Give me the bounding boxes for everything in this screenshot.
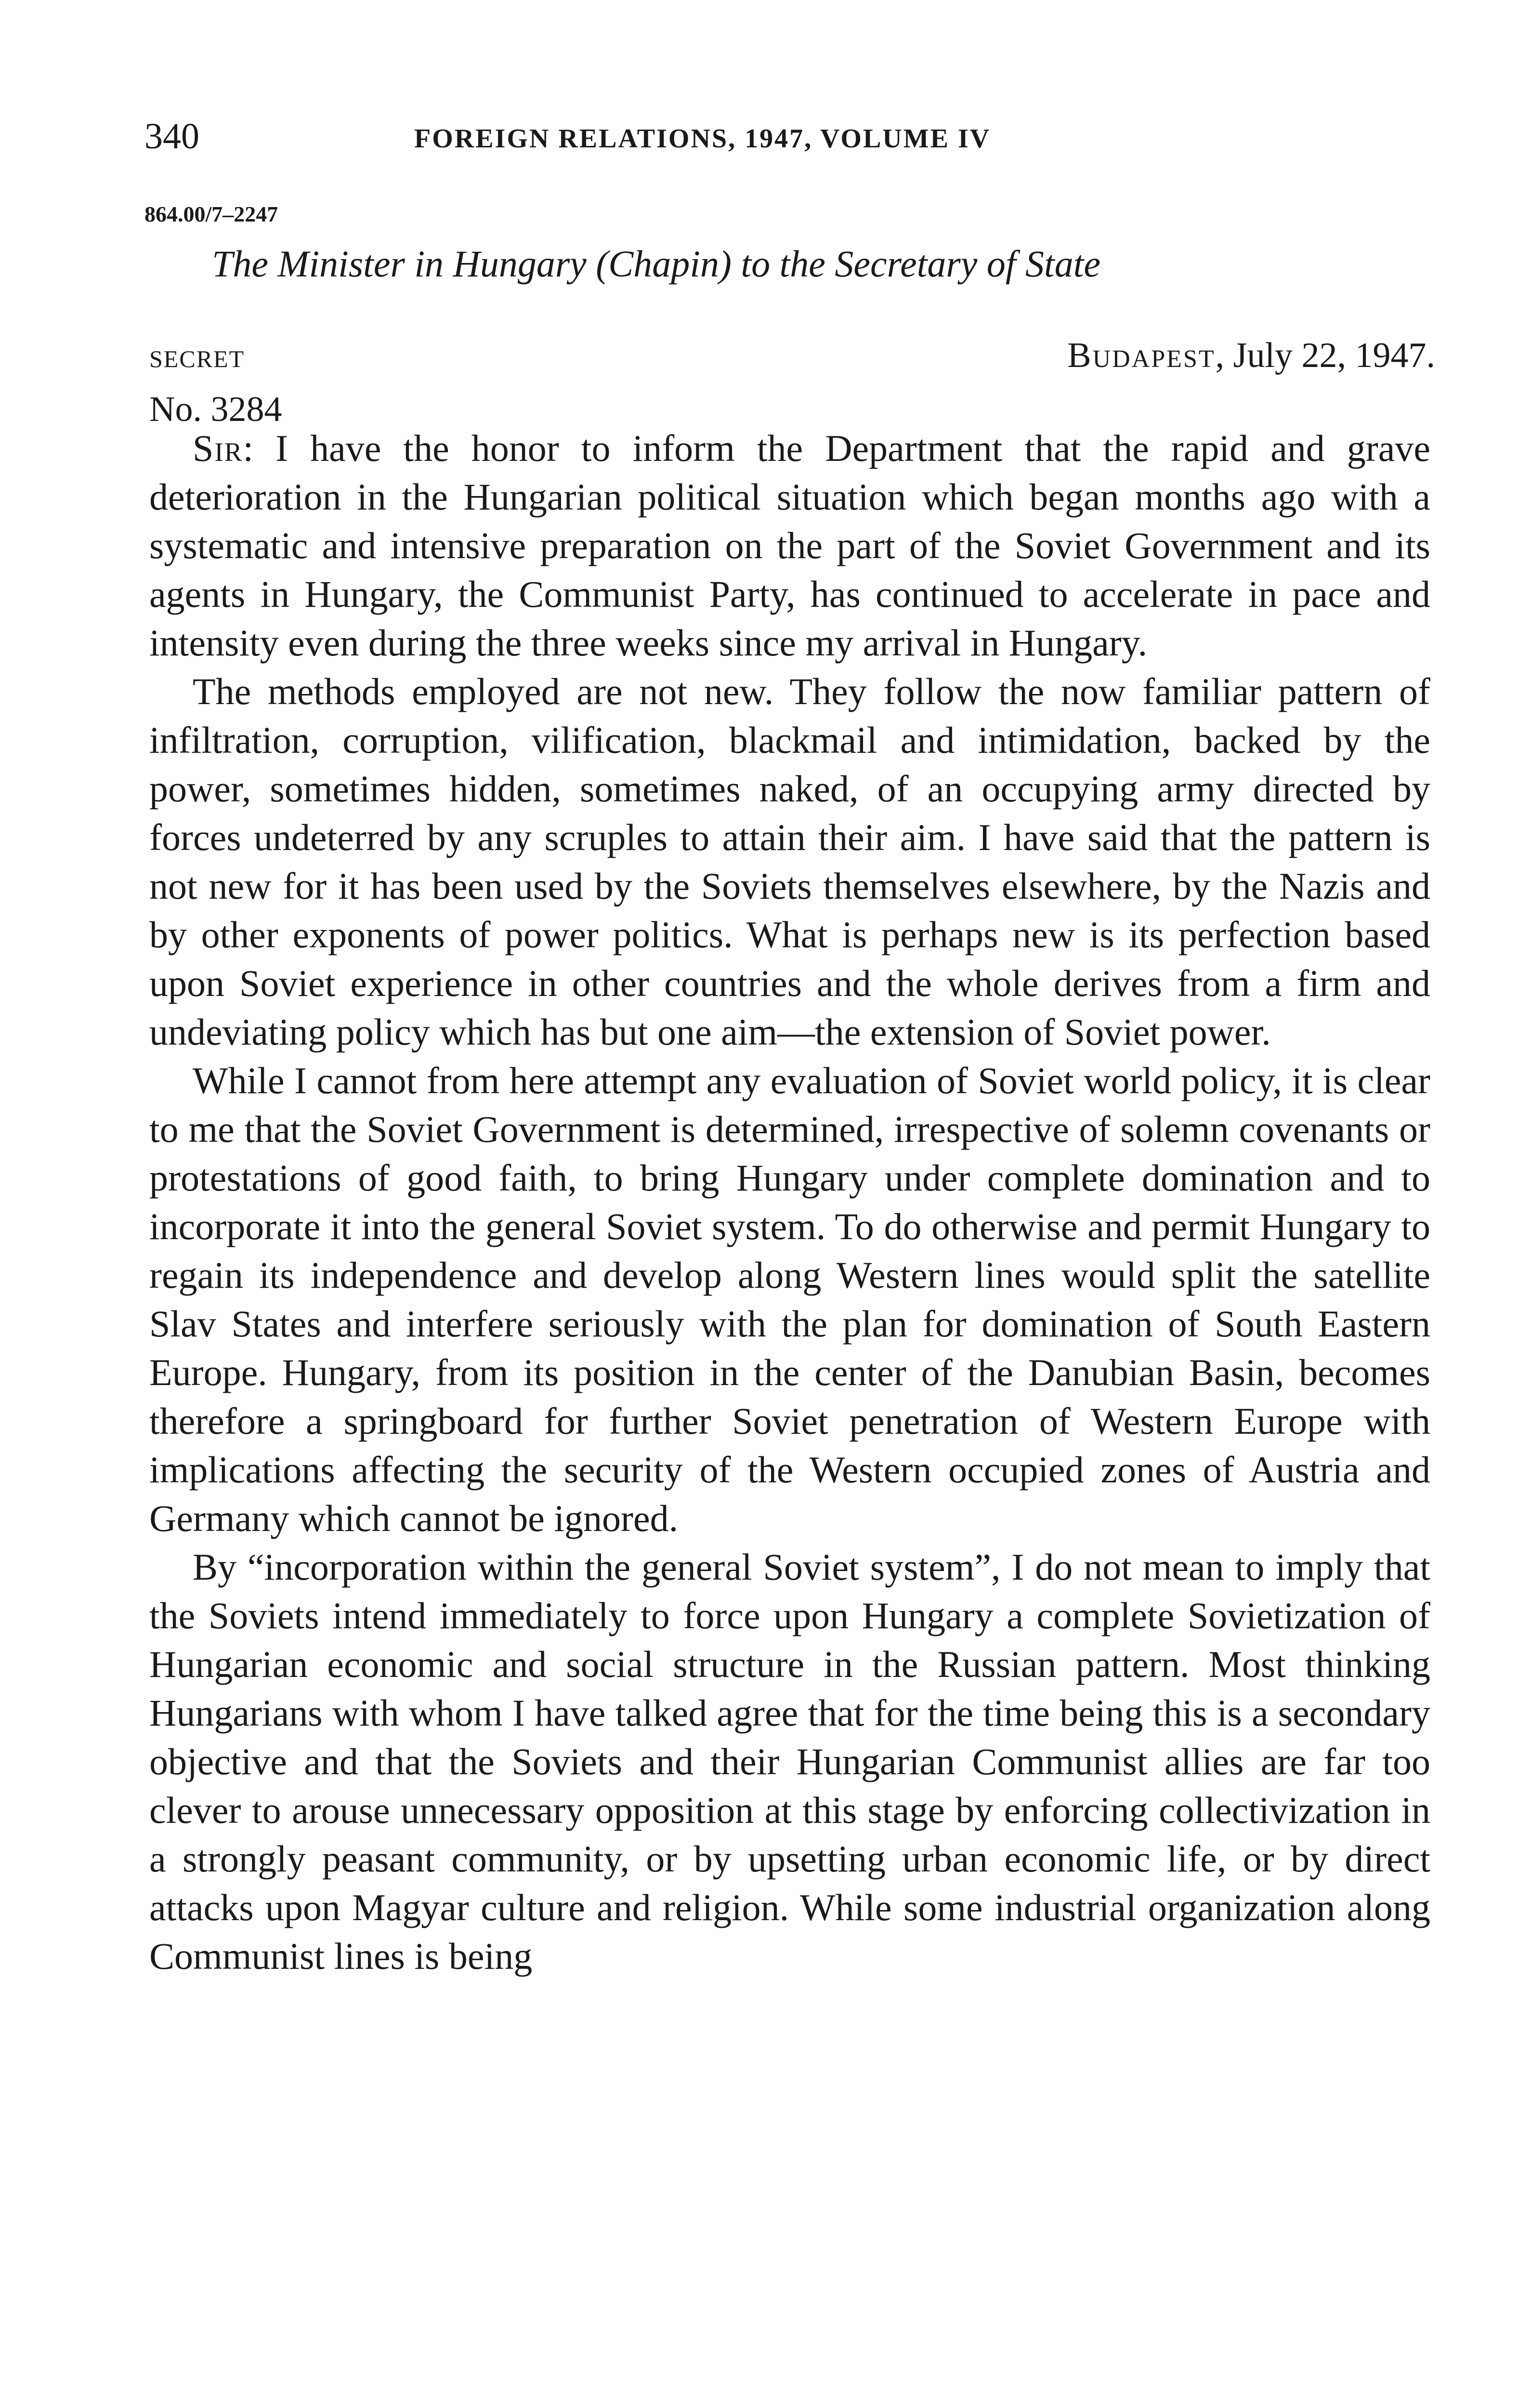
salutation: Sir xyxy=(193,427,243,469)
running-head: FOREIGN RELATIONS, 1947, VOLUME IV xyxy=(414,124,991,154)
page-header xyxy=(144,110,1435,163)
dateline xyxy=(1067,331,1435,380)
classification-label: SECRET xyxy=(149,345,245,372)
dateline-date: , July 22, 1947. xyxy=(1215,336,1435,375)
paragraph: While I cannot from here attempt any evaluation of Soviet world policy, it is clear to me that the Soviet Government is determined, irrespective of solemn covenants or protestations of good faith, to bring Hungary under complete domination and to incorporate it into the general Soviet system. To do otherwise and permit Hungary to regain its independence and develop along Western lines would split the satellite Slav States and interfere seriously with the plan for domination of South Eastern Europe. Hungary, from its position in the center of the Danubian Basin, becomes therefore a springboard for further Soviet penetration of Western Europe with implications affecting the security of the Western occupied zones of Austria and Germany which cannot be ignored. xyxy=(149,1060,1430,1539)
paragraph: By “incorporation within the general Soviet system”, I do not mean to imply that the Soviets intend immediately to force upon Hungary a complete Sovietization of Hungarian economic and social structure in the Russian pattern. Most thinking Hungarians with whom I have talked agree that for the time being this is a secondary objective and that the Soviets and their Hungarian Communist allies are far too clever to arouse unnecessary opposition at this stage by enforcing collectivization in a strongly peasant community, or by upsetting urban economic life, or by direct attacks upon Magyar culture and religion. While some industrial organization along Communist lines is being xyxy=(149,1546,1430,1977)
letter-body xyxy=(149,424,1430,1980)
document-title: The Minister in Hungary (Chapin) to the Secretary of State xyxy=(212,243,1100,285)
page-number: 340 xyxy=(144,116,199,157)
paragraph: The methods employed are not new. They follow the now familiar pattern of infiltration, corruption, vilification, blackmail and intimidation, backed by the power, sometimes hidden, sometimes naked, of an occupying army directed by forces undeterred by any scruples to attain their aim. I have said that the pattern is not new for it has been used by the Soviets themselves elsewhere, by the Nazis and by other exponents of power politics. What is perhaps new is its perfection based upon Soviet experience in other countries and the whole derives from a firm and undeviating policy which has but one aim—the extension of Soviet power. xyxy=(149,670,1430,1053)
document-number: No. 3284 xyxy=(149,390,282,429)
paragraph xyxy=(149,424,1430,667)
dateline-place: Budapest xyxy=(1067,336,1216,375)
file-reference: 864.00/7–2247 xyxy=(144,202,278,226)
paragraph-text: : I have the honor to inform the Department that the rapid and grave deterioration in the Hungarian political situation which began months ago with a systematic and intensive preparation on the part of the Soviet Government and its agents in Hungary, the Communist Party, has continued to accelerate in pace and intensity even during the three weeks since my arrival in Hungary. xyxy=(149,427,1430,664)
